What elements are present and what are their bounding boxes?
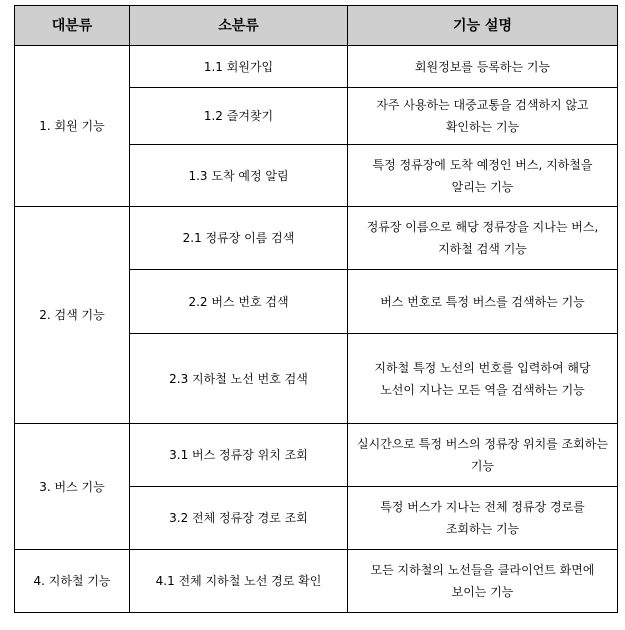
subcategory-cell: 4.1 전체 지하철 노선 경로 확인 [130,550,348,613]
subcategory-cell: 2.1 정류장 이름 검색 [130,207,348,270]
category-cell: 4. 지하철 기능 [15,550,130,613]
description-cell: 모든 지하철의 노선들을 클라이언트 화면에 보이는 기능 [348,550,618,613]
table-row [15,550,618,613]
subcategory-cell: 2.2 버스 번호 검색 [130,270,348,334]
subcategory-cell: 3.1 버스 정류장 위치 조회 [130,424,348,487]
subcategory-cell: 3.2 전체 정류장 경로 조회 [130,487,348,550]
header-row [15,6,618,46]
table-row [15,46,618,88]
header-description: 기능 설명 [348,6,618,46]
description-cell: 회원정보를 등록하는 기능 [348,46,618,88]
subcategory-cell: 1.1 회원가입 [130,46,348,88]
description-cell: 정류장 이름으로 해당 정류장을 지나는 버스,지하철 검색 기능 [348,207,618,270]
category-cell: 3. 버스 기능 [15,424,130,550]
header-category: 대분류 [15,6,130,46]
feature-table [14,5,618,613]
description-cell: 버스 번호로 특정 버스를 검색하는 기능 [348,270,618,334]
subcategory-cell: 1.3 도착 예정 알림 [130,145,348,207]
header-subcategory: 소분류 [130,6,348,46]
table-row [15,207,618,270]
subcategory-cell: 1.2 즐겨찾기 [130,88,348,145]
table-row [15,424,618,487]
description-cell: 특정 정류장에 도착 예정인 버스, 지하철을 알리는 기능 [348,145,618,207]
category-cell: 1. 회원 기능 [15,46,130,207]
subcategory-cell: 2.3 지하철 노선 번호 검색 [130,334,348,424]
category-cell: 2. 검색 기능 [15,207,130,424]
description-cell: 지하철 특정 노선의 번호를 입력하여 해당 노선이 지나는 모든 역을 검색하는 기능 [348,334,618,424]
description-cell: 특정 버스가 지나는 전체 정류장 경로를 조회하는 기능 [348,487,618,550]
description-cell: 실시간으로 특정 버스의 정류장 위치를 조회하는 기능 [348,424,618,487]
description-cell: 자주 사용하는 대중교통을 검색하지 않고 확인하는 기능 [348,88,618,145]
